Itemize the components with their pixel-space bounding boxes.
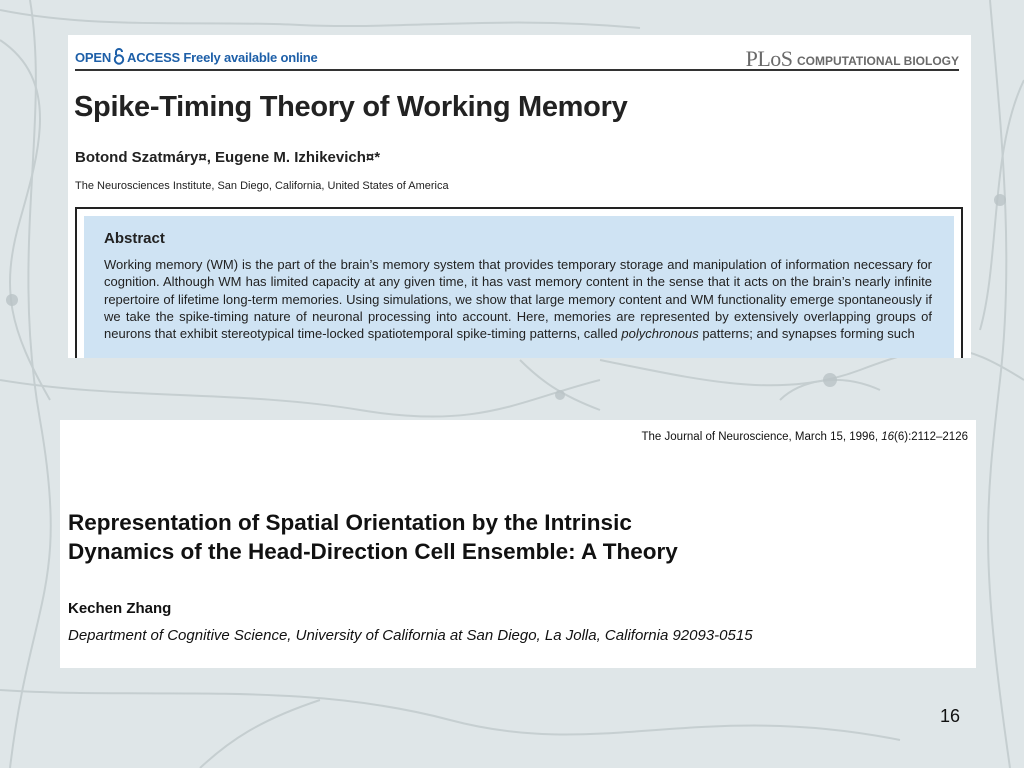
- paper-department: Department of Cognitive Science, University of California at San Diego, La Jolla, California 92093-0515: [68, 627, 753, 644]
- plos-paper-clipping: [68, 35, 971, 358]
- abstract-text-part1: Working memory (WM) is the part of the brain’s memory system that provides temporary storage and manipulation of information necessary for cognition. Although WM has limited capacity at any given time, it has vast memory content in the sense that it acts on the brain’s nearly infinite repertoire of lifetime long-term memories. Using simulations, we show that large memory content and WM functionality emerge spontaneously if we take the spike-timing nature of neuronal processing into account. Here, memories are represented by extensively overlapping groups of neurons that exhibit stereotypical time-locked spatiotemporal spike-timing patterns, called: [104, 257, 932, 342]
- paper-author-2: Kechen Zhang: [68, 600, 172, 617]
- journal-name: COMPUTATIONAL BIOLOGY: [797, 54, 959, 68]
- plos-logo: PLoS: [745, 46, 793, 71]
- citation-suffix: (6):2112–2126: [894, 431, 968, 443]
- paper-authors: Botond Szatmáry¤, Eugene M. Izhikevich¤*: [75, 149, 381, 166]
- journal-logo: [746, 46, 959, 72]
- journal-citation: [642, 431, 968, 443]
- title-line-1: Representation of Spatial Orientation by the Intrinsic: [68, 510, 632, 535]
- abstract-heading: Abstract: [104, 230, 165, 247]
- citation-volume: 16: [881, 431, 895, 443]
- abstract-text-part2: patterns; and synapses forming such: [698, 326, 915, 342]
- abstract-box: [75, 207, 963, 358]
- plos-header: [75, 43, 959, 71]
- title-line-2: Dynamics of the Head-Direction Cell Ensemble: A Theory: [68, 538, 678, 564]
- abstract-italic-term: polychronous: [621, 326, 699, 342]
- jneurosci-paper-clipping: [60, 420, 976, 668]
- open-access-text-left: OPEN: [75, 50, 112, 65]
- paper-title-2: [68, 509, 678, 566]
- open-access-text-right: ACCESS Freely available online: [127, 50, 318, 65]
- open-access-label: [75, 48, 318, 68]
- slide-page-number: 16: [940, 706, 961, 726]
- citation-prefix: The Journal of Neuroscience, March 15, 1996,: [641, 431, 882, 443]
- paper-affiliation: The Neurosciences Institute, San Diego, California, United States of America: [75, 180, 449, 192]
- abstract-panel: [84, 216, 954, 358]
- open-lock-icon: [113, 48, 125, 68]
- abstract-text: [104, 256, 932, 342]
- paper-title: Spike-Timing Theory of Working Memory: [74, 91, 628, 123]
